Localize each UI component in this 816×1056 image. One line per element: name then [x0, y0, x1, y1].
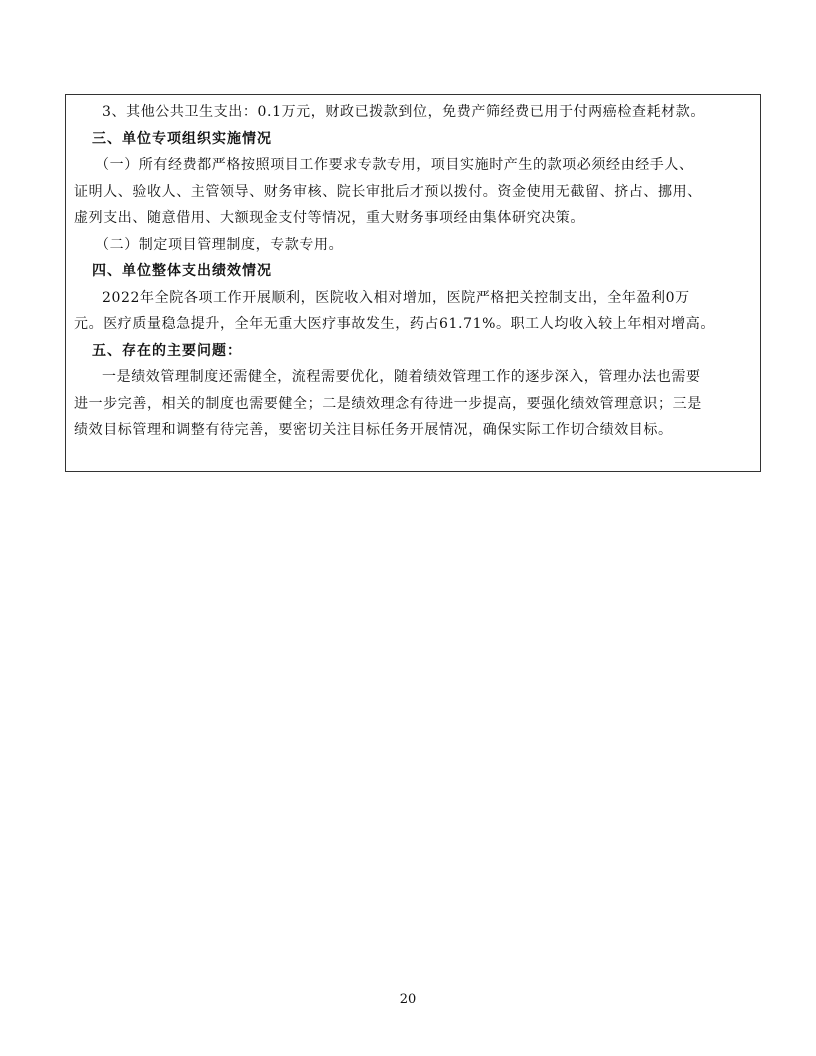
paragraph-line-funds-2: 证明人、验收人、主管领导、财务审核、院长审批后才预以拨付。资金使用无截留、挤占、挪用、: [74, 183, 702, 200]
paragraph-line-performance-2: 元。医疗质量稳急提升，全年无重大医疗事故发生，药占61.71%。职工人均收入较上年相对增高。: [74, 316, 715, 332]
paragraph-line-public-health: 3、其他公共卫生支出：0.1万元，财政已拨款到位，免费产筛经费已用于付两癌检查耗材款。: [102, 104, 705, 120]
section-heading-3: 三、单位专项组织实施情况: [92, 130, 272, 147]
content-table-cell: [65, 94, 761, 472]
section-heading-5: 五、存在的主要问题：: [92, 342, 242, 359]
paragraph-line-performance-1: 2022年全院各项工作开展顺利，医院收入相对增加，医院严格把关控制支出，全年盈利0万: [102, 289, 690, 306]
paragraph-line-issues-3: 绩效目标管理和调整有待完善，要密切关注目标任务开展情况，确保实际工作切合绩效目标。: [74, 422, 673, 438]
paragraph-line-funds-1: （一）所有经费都严格按照项目工作要求专款专用，项目实施时产生的款项必须经由经手人、: [95, 157, 694, 173]
section-heading-4: 四、单位整体支出绩效情况: [92, 263, 272, 279]
paragraph-line-issues-1: 一是绩效管理制度还需健全，流程需要优化，随着绩效管理工作的逐步深入，管理办法也需要: [102, 369, 701, 385]
page-number: 20: [399, 992, 417, 1007]
paragraph-line-issues-2: 进一步完善，相关的制度也需要健全；二是绩效理念有待进一步提高，要强化绩效管理意识；三是: [74, 395, 702, 412]
paragraph-line-funds-3: 虚列支出、随意借用、大额现金支付等情况，重大财务事项经由集体研究决策。: [74, 210, 585, 226]
paragraph-line-management: （二）制定项目管理制度，专款专用。: [95, 236, 344, 253]
